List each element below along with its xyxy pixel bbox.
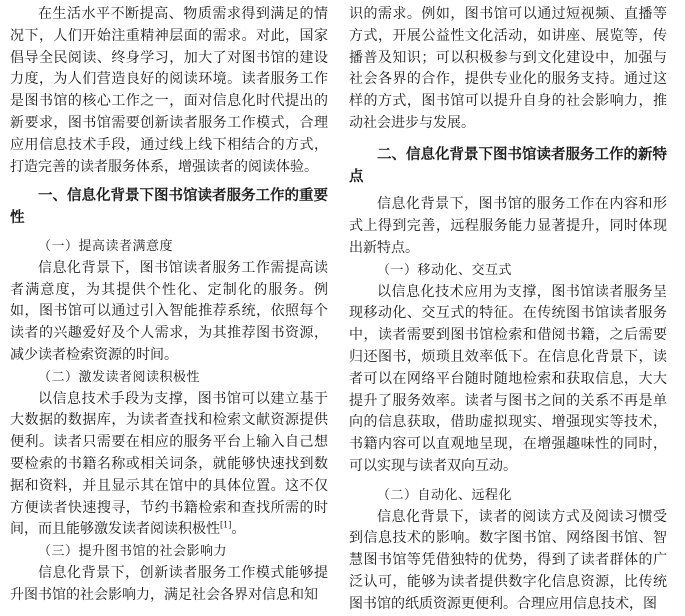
paragraph: 识的需求。例如，图书馆可以通过短视频、直播等方式，开展公益性文化活动，如讲座、展览等，传播普及知识；可以积极参与到文化建设中，加强与社会各界的合作，提供专业化的服务支持。通过这样的方式，图书馆可以提升自身的社会影响力，推动社会进步与发展。 (349, 6, 667, 131)
subsection-heading: （三）提升图书馆的社会影响力 (38, 544, 228, 560)
subsection-heading: （一）提高读者满意度 (38, 238, 174, 254)
intro-paragraph: 在生活水平不断提高、物质需求得到满足的情况下，人们开始注重精神层面的需求。对此，国家倡导全民阅读、终身学习，加大了对图书馆的建设力度，为人们营造良好的阅读环境。读者服务工作是图书馆的核心工作之一，面对信息化时代提出的新要求，图书馆需要创新读者服务工作模式，合理应用信息技术手段，通过线上线下相结合的方式，打造完善的读者服务体系，增强读者的阅读体验。 (10, 6, 328, 175)
paragraph: 信息化背景下，创新读者服务工作模式能够提升图书馆的社会影响力，满足社会各界对信息和知 (10, 564, 328, 603)
subsection-heading: （一）移动化、交互式 (377, 262, 513, 278)
paragraph (10, 389, 328, 542)
paragraph: 信息化背景下，图书馆的服务工作在内容和形式上得到完善，远程服务能力显著提升，同时体现出新特点。 (349, 196, 667, 256)
paragraph-end: 。 (231, 521, 246, 538)
section-heading-2: 二、信息化背景下图书馆读者服务工作的新特点 (349, 145, 667, 185)
paragraph: 信息化背景下，读者的阅读方式及阅读习惯受到信息技术的影响。数字图书馆、网络图书馆、智慧图书馆等凭借独特的优势，得到了读者群体的广泛认可，能够为读者提供数字化信息资源，比传统图书馆的纸质资源更便利。合理应用信息技术，图 (349, 508, 667, 612)
left-column (10, 4, 328, 607)
paragraph-text: 以信息技术手段为支撑，图书馆可以建立基于大数据的数据库，为读者查找和检索文献资源提供便利。读者只需要在相应的服务平台上输入自己想要检索的书籍名称或相关词条，就能够快速找到数据和资料，并且显示其在馆中的具体位置。这不仅方便读者快速搜寻，节约书籍检索和查找所需的时间，而且能够激发读者阅读积极性 (10, 390, 328, 538)
right-column (349, 4, 667, 616)
paragraph: 以信息化技术应用为支撑，图书馆读者服务呈现移动化、交互式的特征。在传统图书馆读者服务中，读者需要到图书馆检索和借阅书籍，之后需要归还图书，烦琐且效率低下。在信息化背景下，读者可以在网络平台随时随地检索和获取信息，大大提升了服务效率。读者与图书之间的关系不再是单向的信息获取，借助虚拟现实、增强现实等技术，书籍内容可以直观地呈现，在增强趣味性的同时，可以实现与读者双向互动。 (349, 283, 667, 474)
paragraph: 信息化背景下，图书馆读者服务工作需提高读者满意度，为其提供个性化、定制化的服务。例如，图书馆可以通过引入智能推荐系统，依照每个读者的兴趣爱好及个人需求，为其推荐图书资源，减少读者检索资源的时间。 (10, 259, 328, 363)
citation-reference[interactable]: [1] (220, 520, 232, 530)
subsection-heading: （二）自动化、远程化 (377, 487, 513, 503)
subsection-heading: （二）激发读者阅读积极性 (38, 369, 201, 385)
section-heading-1: 一、信息化背景下图书馆读者服务工作的重要性 (10, 187, 328, 227)
